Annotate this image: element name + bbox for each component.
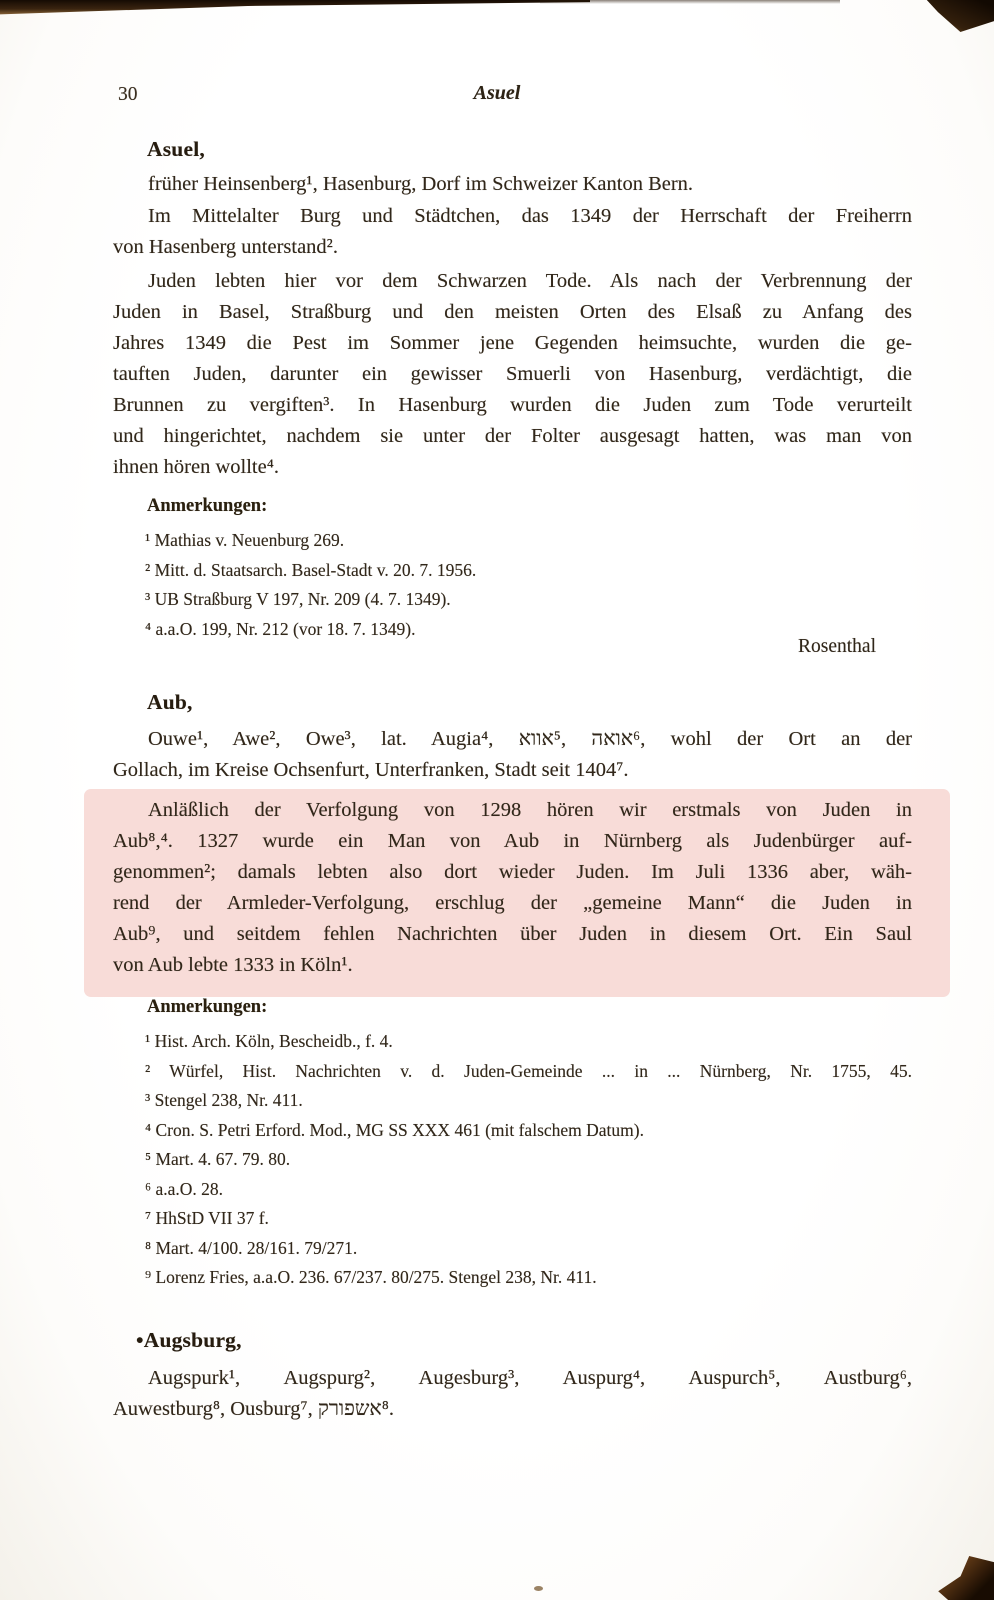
footnote-line: ⁷ HhStD VII 37 f.	[145, 1208, 269, 1228]
aub-notes-label: Anmerkungen:	[147, 997, 268, 1017]
asuel-notes	[145, 526, 912, 644]
footnote-line: ⁹ Lorenz Fries, a.a.O. 236. 67/237. 80/275. Stengel 238, Nr. 411.	[145, 1267, 597, 1287]
footnote-line: ³ UB Straßburg V 197, Nr. 209 (4. 7. 1349).	[145, 589, 451, 609]
text-line: Im Mittelalter Burg und Städtchen, das 1349 der Herrschaft der Freiherrn	[148, 205, 912, 227]
footnote-line: ² Würfel, Hist. Nachrichten v. d. Juden-Gemeinde ... in ... Nürnberg, Nr. 1755, 45.	[145, 1060, 912, 1081]
text-line: und hingerichtet, nachdem sie unter der Folter ausgesagt hatten, was man von	[113, 425, 912, 447]
text-line: Aub⁹, und seitdem fehlen Nachrichten über Juden in diesem Ort. Ein Saul	[113, 923, 912, 945]
footnote-line: ⁴ a.a.O. 199, Nr. 212 (vor 18. 7. 1349).	[145, 618, 416, 639]
text-line: Augspurk¹, Augspurg², Augesburg³, Auspurg⁴, Auspurch⁵, Austburg⁶,	[148, 1367, 912, 1389]
text-line: früher Heinsenberg¹, Hasenburg, Dorf im Schweizer Kanton Bern.	[148, 173, 694, 195]
section-heading-asuel: Asuel,	[147, 137, 205, 161]
aub-paragraph-2-highlighted	[113, 795, 912, 981]
text-line: von Hasenberg unterstand².	[113, 236, 338, 258]
augsburg-paragraph-1	[113, 1363, 912, 1425]
text-line: Gollach, im Kreise Ochsenfurt, Unterfranken, Stadt seit 1404⁷.	[113, 759, 629, 781]
asuel-paragraph-1	[113, 169, 912, 200]
text-line: ihnen hören wollte⁴.	[113, 456, 279, 478]
paper-speck	[534, 1586, 543, 1591]
asuel-notes-label: Anmerkungen:	[147, 496, 268, 516]
text-line: Auwestburg⁸, Ousburg⁷, אשפורק‎⁸.	[113, 1398, 394, 1420]
section-heading-augsburg: •Augsburg,	[136, 1328, 242, 1352]
footnote-line: ¹ Mathias v. Neuenburg 269.	[145, 530, 345, 550]
footnote-line: ³ Stengel 238, Nr. 411.	[145, 1090, 303, 1110]
text-line: Juden lebten hier vor dem Schwarzen Tode. Als nach der Verbrennung der	[148, 270, 912, 292]
asuel-paragraph-2	[113, 201, 912, 263]
asuel-paragraph-3	[113, 266, 912, 483]
text-line: genommen²; damals lebten also dort wieder Juden. Im Juli 1336 aber, wäh-	[113, 861, 912, 883]
footnote-line: ⁴ Cron. S. Petri Erford. Mod., MG SS XXX 461 (mit falschem Datum).	[145, 1119, 644, 1140]
text-line: rend der Armleder-Verfolgung, erschlug der „gemeine Mann“ die Juden in	[113, 892, 912, 914]
text-line: Jahres 1349 die Pest im Sommer jene Gegenden heimsuchte, wurden die ge-	[113, 332, 912, 354]
aub-notes	[145, 1027, 912, 1293]
text-line: Aub⁸,⁴. 1327 wurde ein Man von Aub in Nürnberg als Judenbürger auf-	[113, 830, 912, 852]
corner-shadow-top-right	[914, 0, 994, 32]
attribution-rosenthal: Rosenthal	[798, 636, 876, 657]
text-line: von Aub lebte 1333 in Köln¹.	[113, 954, 353, 976]
page-number: 30	[118, 84, 138, 105]
text-line: Juden in Basel, Straßburg und den meisten Orten des Elsaß zu Anfang des	[113, 301, 912, 323]
page-top-edge-hairline	[540, 0, 840, 4]
footnote-line: ¹ Hist. Arch. Köln, Bescheidb., f. 4.	[145, 1031, 393, 1051]
text-line: Brunnen zu vergiften³. In Hasenburg wurden die Juden zum Tode verurteilt	[113, 394, 912, 416]
text-line: tauften Juden, darunter ein gewisser Smuerli von Hasenburg, verdächtigt, die	[113, 363, 912, 385]
text-line: Anläßlich der Verfolgung von 1298 hören wir erstmals von Juden in	[148, 799, 912, 821]
footnote-line: ⁶ a.a.O. 28.	[145, 1178, 224, 1199]
section-heading-aub: Aub,	[147, 690, 193, 714]
footnote-line: ⁸ Mart. 4/100. 28/161. 79/271.	[145, 1237, 358, 1258]
aub-paragraph-1	[113, 724, 912, 786]
running-head: Asuel	[473, 82, 521, 104]
footnote-line: ⁵ Mart. 4. 67. 79. 80.	[145, 1149, 291, 1169]
text-line: Ouwe¹, Awe², Owe³, lat. Augia⁴, אווא‎⁵, אואה‎⁶, wohl der Ort an der	[148, 728, 912, 750]
page-top-edge-shadow	[0, 0, 590, 15]
corner-shadow-bottom-right	[932, 1556, 994, 1600]
footnote-line: ² Mitt. d. Staatsarch. Basel-Stadt v. 20. 7. 1956.	[145, 559, 477, 580]
